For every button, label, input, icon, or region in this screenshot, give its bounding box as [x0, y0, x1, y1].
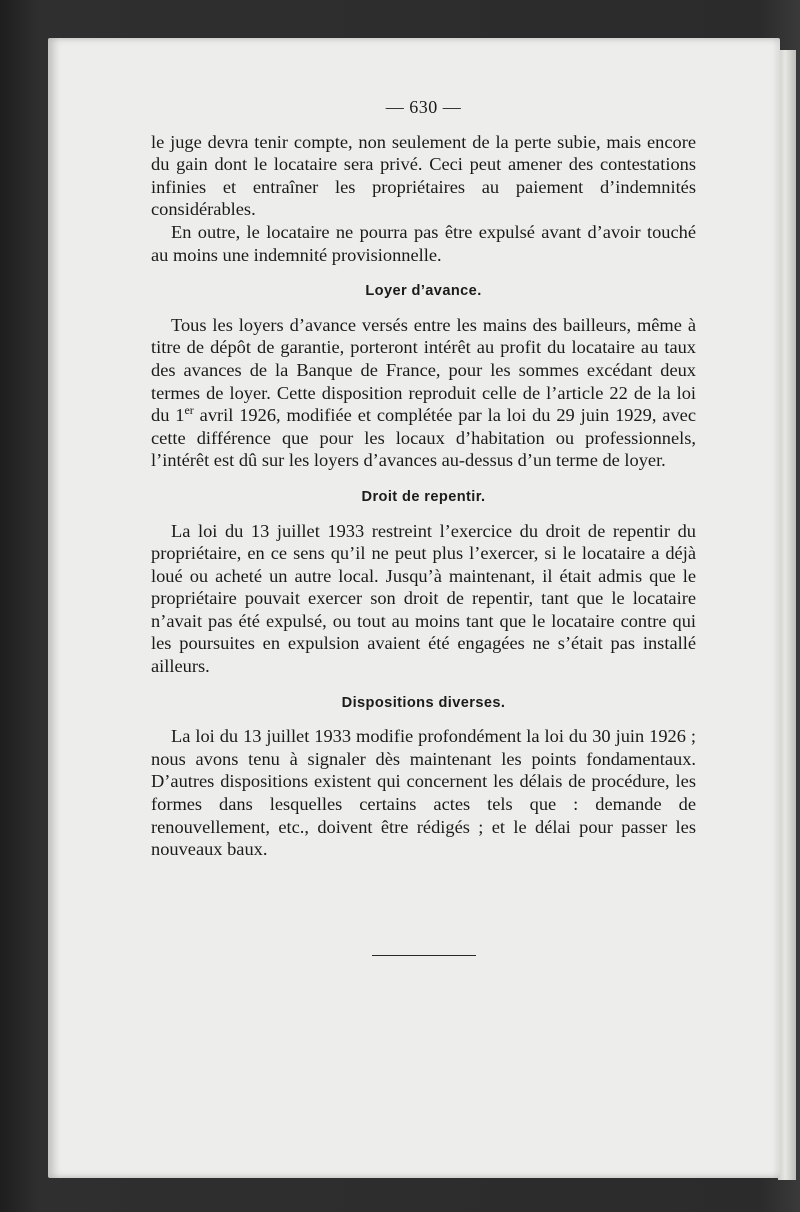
intro-paragraph-1: le juge devra tenir compte, non seulement de la perte subie, mais encore du gain dont le locataire sera privé. Ceci peut amener des contestations infinies et entraîner les propriétaires au paiement d’indemnités considérables.	[151, 131, 696, 220]
page-edge	[778, 50, 796, 1180]
section-paragraph-droit-repentir: La loi du 13 juillet 1933 restreint l’exercice du droit de repentir du propriétaire, en ce sens qu’il ne peut plus l’exercer, si le locataire a déjà loué ou acheté un autre local. Jusqu’à maintenant, il était admis que le propriétaire pouvait exercer son droit de repentir, tant que le locataire n’avait pas été expulsé, ou tout au moins tant que le locataire contre qui les poursuites en expulsion avaient été engagées ne s’était pas installé ailleurs.	[151, 520, 696, 677]
section-heading-droit-repentir: Droit de repentir.	[361, 488, 486, 505]
page-number: — 630 —	[385, 97, 462, 117]
paragraph-text: Tous les loyers d’avance versés entre les mains des bailleurs, même à titre de dépôt de garantie, porteront intérêt au profit du locataire au taux des avances de la Banque de France, pour les sommes excédant deux termes de loyer. Cette disposition reproduit celle de l’article 22 de la loi du 1	[151, 314, 696, 426]
page-content	[151, 96, 696, 956]
section-paragraph-dispositions-diverses: La loi du 13 juillet 1933 modifie profondément la loi du 30 juin 1926 ; nous avons tenu à signaler dès maintenant les points fondamentaux. D’autres dispositions existent qui concernent les délais de procédure, les formes dans lesquelles certains actes tels que : demande de renouvellement, etc., doivent être rédigés ; et le délai pour passer les nouveaux baux.	[151, 726, 696, 860]
section-paragraph-loyer-avance	[151, 314, 696, 472]
intro-paragraph-2: En outre, le locataire ne pourra pas être expulsé avant d’avoir touché au moins une indemnité provisionnelle.	[151, 221, 696, 265]
section-heading-loyer-avance: Loyer d’avance.	[365, 283, 482, 300]
end-rule-divider	[372, 955, 476, 956]
paragraph-text: avril 1926, modifiée et complétée par la loi du 29 juin 1929, avec cette différence que pour les locaux d’habitation ou professionnels, l’intérêt est dû sur les loyers d’avances au-dessus d’un terme de loyer.	[151, 405, 696, 471]
superscript-er: er	[184, 403, 194, 417]
section-heading-dispositions-diverses: Dispositions diverses.	[341, 694, 506, 711]
